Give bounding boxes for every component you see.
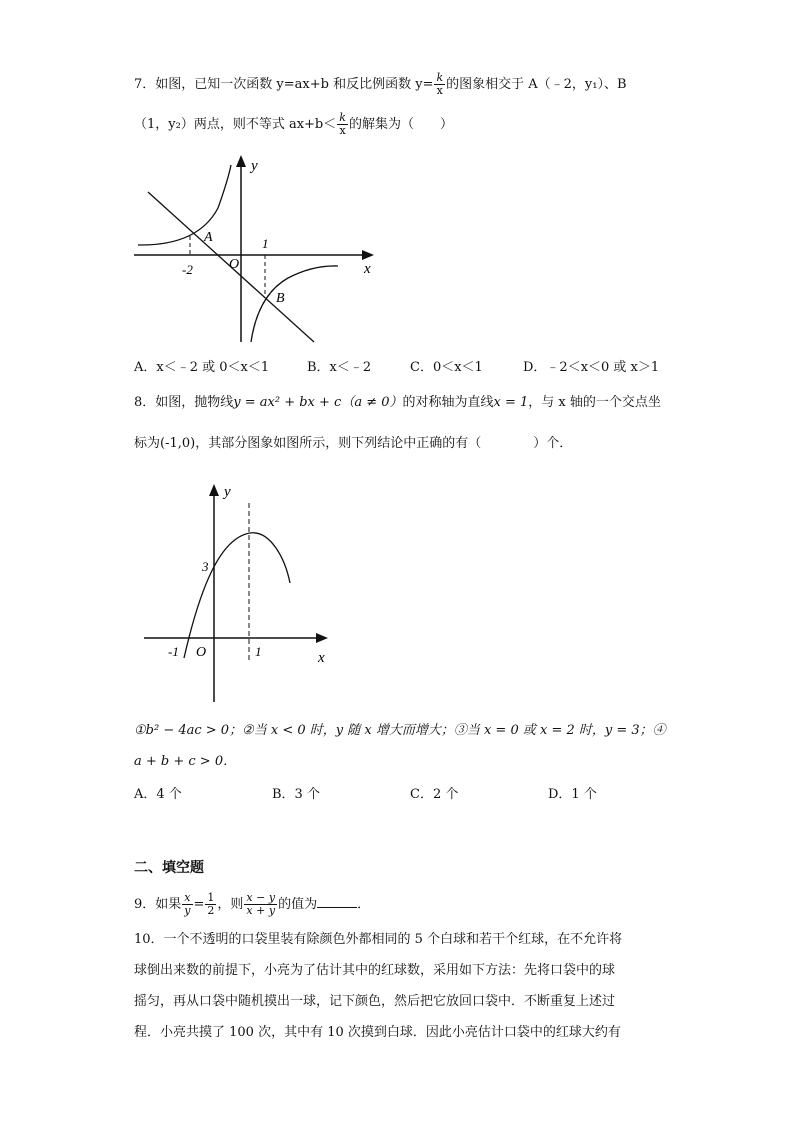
q10-line-3: 摇匀，再从口袋中随机摸出一球，记下颜色，然后把它放回口袋中．不断重复上述过 bbox=[134, 994, 616, 1009]
q8-statements-line-2: a + b + c > 0． bbox=[134, 754, 237, 769]
q8-tick-neg1: -1 bbox=[168, 644, 179, 659]
q8-line-1: 8．如图，抛物线y = ax² + bx + c（a ≠ 0）的对称轴为直线x = 1，与 x 轴的一个交点坐 bbox=[134, 395, 661, 410]
q8-tick-1: 1 bbox=[255, 644, 262, 659]
q7-y-axis-arrow bbox=[236, 155, 246, 167]
q7-option-a[interactable]: A．x＜﹣2 或 0＜x＜1 bbox=[134, 360, 270, 375]
q7-x-axis-arrow bbox=[362, 250, 374, 260]
q9-line: 9．如果 $\frac{x}{y}$ = $\frac{1}{2}$ ，则 $\frac{x - y}{x + y}$ 的值为 ． bbox=[134, 891, 371, 917]
q7-hyperbola-branch-right bbox=[251, 266, 338, 342]
q9-fraction-one-half: $\frac{1}{2}$ bbox=[207, 891, 215, 917]
q8-y-label: y bbox=[224, 484, 231, 500]
q7-tick-1: 1 bbox=[262, 236, 269, 251]
q7-point-B-label: B bbox=[276, 291, 285, 306]
q10-line-2: 球倒出来数的前提下，小亮为了估计其中的红球数，采用如下方法：先将口袋中的球 bbox=[134, 963, 616, 978]
q8-origin-label: O bbox=[196, 645, 207, 660]
q10-line-4: 程．小亮共摸了 100 次，其中有 10 次摸到白球．因此小亮估计口袋中的红球大约有 bbox=[134, 1025, 621, 1040]
q8-y-axis-arrow bbox=[209, 484, 219, 496]
q7-fraction-k-over-x-2: $\frac{k}{x}$ bbox=[339, 111, 346, 137]
q7-y-label: y bbox=[251, 158, 258, 174]
q8-option-c[interactable]: C．2 个 bbox=[410, 787, 459, 802]
q8-option-b[interactable]: B．3 个 bbox=[272, 787, 320, 802]
q7-x-label: x bbox=[364, 261, 371, 277]
q8-line-2: 标为(-1,0)，其部分图象如图所示，则下列结论中正确的有（ ）个． bbox=[134, 436, 573, 451]
q7-tick-neg2: -2 bbox=[182, 262, 193, 277]
q10-line-1: 10．一个不透明的口袋里装有除颜色外都相同的 5 个白球和若干个红球，在不允许将 bbox=[134, 932, 623, 947]
q7-option-d[interactable]: D．﹣2＜x＜0 或 x＞1 bbox=[523, 360, 660, 375]
q7-origin-label: O bbox=[229, 257, 240, 272]
q8-option-d[interactable]: D．1 个 bbox=[548, 787, 597, 802]
q7-line-1: 7．如图，已知一次函数 y=ax+b 和反比例函数 y= $\frac{k}{x}$ 的图象相交于 A（﹣2，y₁）、B bbox=[134, 71, 627, 97]
q8-option-a[interactable]: A．4 个 bbox=[134, 787, 182, 802]
section-title: 二、填空题 bbox=[134, 860, 204, 876]
q8-statements-line-1: ①b² − 4ac > 0；②当 x < 0 时，y 随 x 增大而增大；③当 x = 0 或 x = 2 时，y = 3；④ bbox=[134, 723, 666, 738]
q7-point-A-label: A bbox=[204, 230, 213, 245]
q9-fraction-expression: $\frac{x - y}{x + y}$ bbox=[246, 891, 276, 917]
q7-option-b[interactable]: B．x＜﹣2 bbox=[307, 360, 372, 375]
q8-graph bbox=[140, 478, 340, 706]
q9-answer-blank[interactable] bbox=[317, 895, 357, 908]
q8-x-label: x bbox=[318, 650, 325, 666]
q8-parabola bbox=[184, 533, 290, 658]
q8-tick-3: 3 bbox=[202, 559, 209, 574]
q9-fraction-x-over-y: $\frac{x}{y}$ bbox=[184, 891, 191, 917]
q7-hyperbola-branch-left bbox=[138, 165, 231, 245]
q8-x-axis-arrow bbox=[316, 633, 328, 643]
q7-line-2: （1，y₂）两点，则不等式 ax+b＜ $\frac{k}{x}$ 的解集为（ ） bbox=[134, 111, 453, 137]
q7-option-c[interactable]: C．0＜x＜1 bbox=[410, 360, 483, 375]
q7-fraction-k-over-x: $\frac{k}{x}$ bbox=[436, 71, 444, 97]
q7-graph bbox=[128, 150, 388, 350]
